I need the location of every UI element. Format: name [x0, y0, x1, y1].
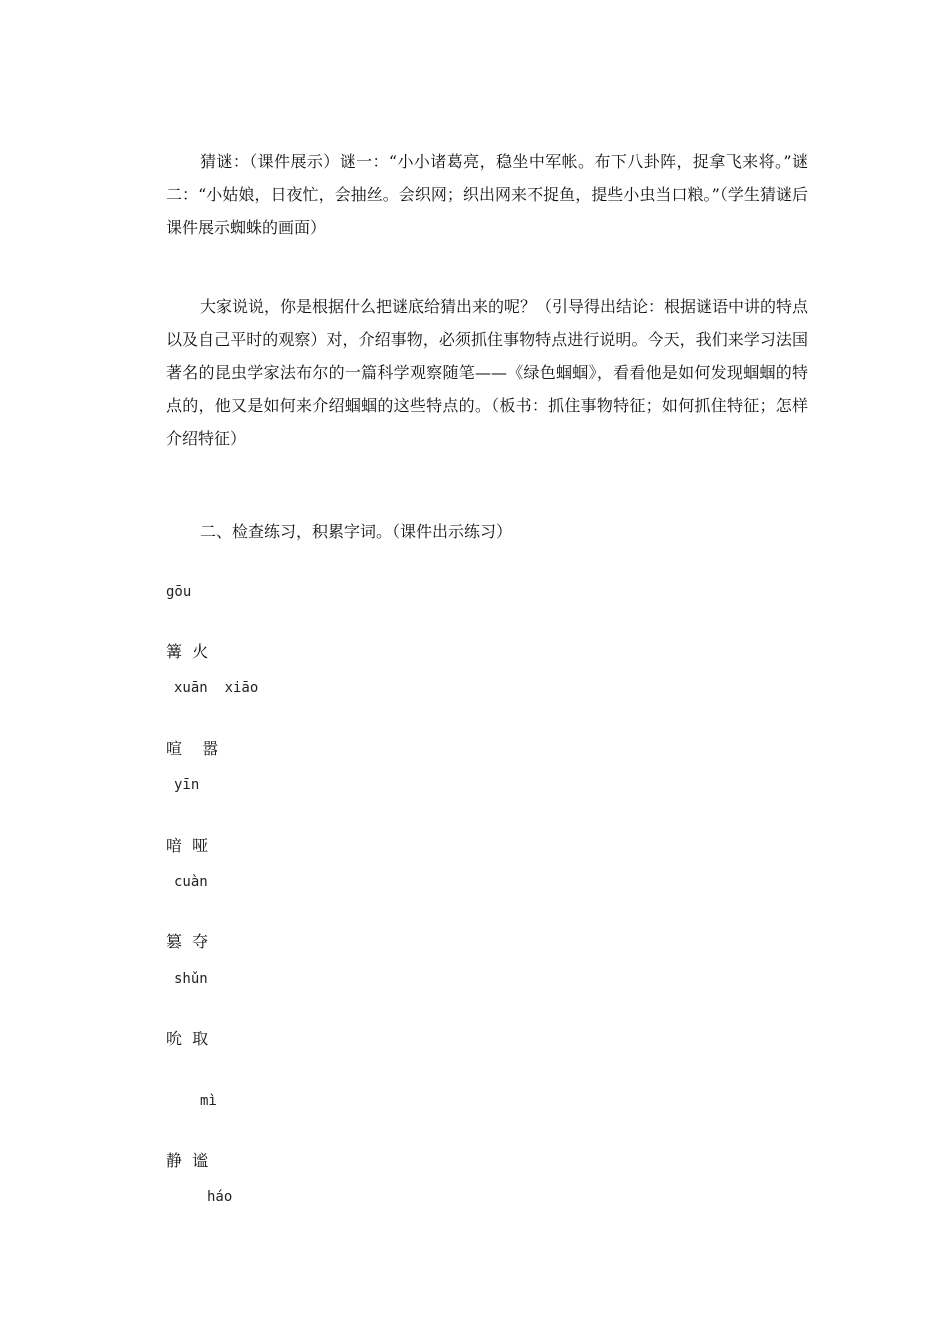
section-two-heading: 二、检查练习，积累字词。（课件出示练习）: [200, 522, 513, 541]
vocab-word-cuanduo: 篡 夺: [166, 932, 209, 951]
pinyin-xuanxiao: xuān xiāo: [174, 680, 259, 696]
pinyin-yin: yīn: [174, 777, 200, 793]
pinyin-cuan: cuàn: [174, 874, 208, 890]
vocab-word-jingmi: 静 谧: [166, 1151, 209, 1170]
pinyin-mi: mì: [200, 1093, 217, 1109]
pinyin-shun: shǔn: [174, 971, 208, 987]
intro-paragraph: 大家说说，你是根据什么把谜底给猜出来的呢？（引导得出结论：根据谜语中讲的特点以及自己平时的观察）对，介绍事物，必须抓住事物特点进行说明。今天，我们来学习法国著名的昆虫学家法布尔的一篇科学观察随笔——《绿色蝈蝈》，看看他是如何发现蝈蝈的特点的，他又是如何来介绍蝈蝈的这些特点的。（板书：抓住事物特征；如何抓住特征；怎样介绍特征）: [166, 297, 809, 448]
riddle-paragraph: 猜谜：（课件展示）谜一：“小小诸葛亮，稳坐中军帐。布下八卦阵，捉拿飞来将。”谜二：“小姑娘，日夜忙，会抽丝。会织网；织出网来不捉鱼，提些小虫当口粮。”（学生猜谜后课件展示蜘蛛的画面）: [166, 152, 808, 237]
vocab-word-gouhuo: 篝 火: [166, 642, 209, 661]
pinyin-hao: háo: [207, 1189, 233, 1205]
vocab-word-shunqu: 吮 取: [166, 1029, 209, 1048]
vocab-word-yinya: 喑 哑: [166, 836, 209, 855]
vocab-word-xuanxiao: 喧 嚣: [166, 739, 219, 758]
pinyin-gou: gōu: [166, 584, 192, 600]
